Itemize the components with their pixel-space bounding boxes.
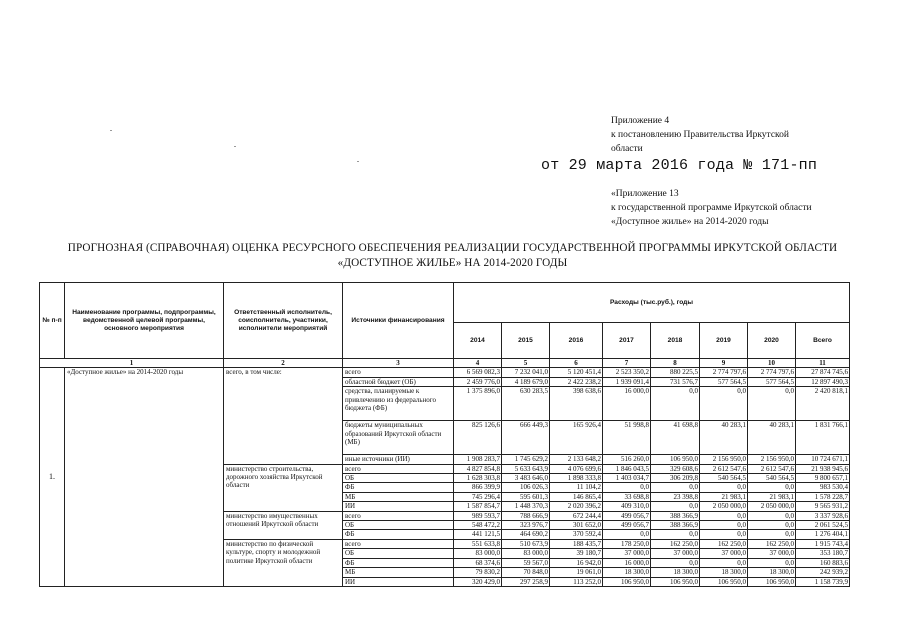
decree-stamp: от 29 марта 2016 года № 171-пп — [541, 157, 818, 174]
amount-cell: 0,0 — [748, 558, 796, 567]
amount-cell: 1 158 739,9 — [796, 577, 850, 586]
amount-cell: 788 666,9 — [502, 511, 550, 520]
header-year: Всего — [796, 323, 850, 359]
funding-source: ФБ — [343, 558, 454, 567]
column-number: 4 — [454, 359, 502, 368]
funding-source: всего — [343, 539, 454, 548]
funding-source: МБ — [343, 492, 454, 501]
amount-cell: 825 126,6 — [454, 421, 502, 455]
amount-cell: 165 926,4 — [550, 421, 603, 455]
amount-cell: 16 942,0 — [550, 558, 603, 567]
executor: министерство по физической культуре, спорту и молодежной политике Иркутской области — [224, 539, 343, 586]
amount-cell: 1 908 283,7 — [454, 455, 502, 464]
amount-cell: 329 608,6 — [651, 464, 700, 473]
amount-cell: 2 459 776,0 — [454, 377, 502, 386]
amount-cell: 23 398,8 — [651, 492, 700, 501]
funding-source: ФБ — [343, 530, 454, 539]
amount-cell: 2 156 950,0 — [700, 455, 748, 464]
amount-cell: 2 050 000,0 — [748, 502, 796, 511]
amount-cell: 162 250,0 — [651, 539, 700, 548]
amount-cell: 21 983,1 — [748, 492, 796, 501]
amount-cell: 0,0 — [700, 558, 748, 567]
header-expenses: Расходы (тыс.руб.), годы — [454, 283, 850, 323]
funding-source: ФБ — [343, 483, 454, 492]
amount-cell: 540 564,5 — [748, 474, 796, 483]
amount-cell: 0,0 — [603, 530, 651, 539]
amount-cell: 2 020 396,2 — [550, 502, 603, 511]
amount-cell: 113 252,0 — [550, 577, 603, 586]
appendix-line: области — [611, 144, 643, 154]
amount-cell: 297 258,9 — [502, 577, 550, 586]
funding-source: областной бюджет (ОБ) — [343, 377, 454, 386]
amount-cell: 68 374,6 — [454, 558, 502, 567]
amount-cell: 409 310,0 — [603, 502, 651, 511]
amount-cell: 2 422 238,2 — [550, 377, 603, 386]
column-number: 3 — [343, 359, 454, 368]
amount-cell: 242 939,2 — [796, 568, 850, 577]
amount-cell: 11 104,2 — [550, 483, 603, 492]
amount-cell: 866 399,9 — [454, 483, 502, 492]
amount-cell: 1 448 370,3 — [502, 502, 550, 511]
column-number: 8 — [651, 359, 700, 368]
funding-source: бюджеты муниципальных образований Иркутской области (МБ) — [343, 421, 454, 455]
amount-cell: 2 523 350,2 — [603, 368, 651, 377]
scan-speck — [357, 161, 359, 162]
amount-cell: 2 061 524,5 — [796, 521, 850, 530]
amount-cell: 0,0 — [651, 558, 700, 567]
amount-cell: 1 375 896,0 — [454, 387, 502, 421]
amount-cell: 106 026,3 — [502, 483, 550, 492]
amount-cell: 1 403 034,7 — [603, 474, 651, 483]
amount-cell: 301 652,0 — [550, 521, 603, 530]
amount-cell: 1 831 766,1 — [796, 421, 850, 455]
amount-cell: 5 120 451,4 — [550, 368, 603, 377]
amount-cell: 516 260,0 — [603, 455, 651, 464]
funding-source: всего — [343, 511, 454, 520]
quote-header — [611, 188, 812, 229]
amount-cell: 0,0 — [651, 387, 700, 421]
document-title — [0, 241, 905, 271]
column-number: 6 — [550, 359, 603, 368]
funding-source: ОБ — [343, 549, 454, 558]
appendix-line: к постановлению Правительства Иркутской — [611, 130, 790, 140]
amount-cell: 551 633,8 — [454, 539, 502, 548]
column-number: 10 — [748, 359, 796, 368]
row-number: 1. — [40, 368, 65, 587]
amount-cell: 1 276 404,1 — [796, 530, 850, 539]
appendix-line: Приложение 4 — [611, 116, 670, 126]
amount-cell: 106 950,0 — [748, 577, 796, 586]
amount-cell: 510 673,9 — [502, 539, 550, 548]
amount-cell: 464 690,2 — [502, 530, 550, 539]
amount-cell: 106 950,0 — [700, 577, 748, 586]
column-number: 2 — [224, 359, 343, 368]
amount-cell: 6 569 082,3 — [454, 368, 502, 377]
quote-line: к государственной программе Иркутской области — [611, 203, 812, 213]
amount-cell: 548 472,2 — [454, 521, 502, 530]
amount-cell: 106 950,0 — [603, 577, 651, 586]
amount-cell: 731 576,7 — [651, 377, 700, 386]
amount-cell: 40 283,1 — [748, 421, 796, 455]
amount-cell: 577 564,5 — [700, 377, 748, 386]
amount-cell: 2 774 797,6 — [700, 368, 748, 377]
funding-source: ОБ — [343, 521, 454, 530]
amount-cell: 21 983,1 — [700, 492, 748, 501]
amount-cell: 12 897 490,3 — [796, 377, 850, 386]
amount-cell: 2 612 547,6 — [700, 464, 748, 473]
funding-source: средства, планируемые к привлечению из федерального бюджета (ФБ) — [343, 387, 454, 421]
amount-cell: 106 950,0 — [651, 455, 700, 464]
title-line-1: ПРОГНОЗНАЯ (СПРАВОЧНАЯ) ОЦЕНКА РЕСУРСНОГО ОБЕСПЕЧЕНИЯ РЕАЛИЗАЦИИ ГОСУДАРСТВЕННОЙ ПРОГРАММЫ ИРКУТСКОЙ ОБЛАСТИ — [67, 242, 838, 254]
amount-cell: 2 774 797,6 — [748, 368, 796, 377]
column-number: 7 — [603, 359, 651, 368]
amount-cell: 1 939 091,4 — [603, 377, 651, 386]
amount-cell: 160 883,6 — [796, 558, 850, 567]
amount-cell: 5 633 643,9 — [502, 464, 550, 473]
amount-cell: 19 061,0 — [550, 568, 603, 577]
amount-cell: 499 056,7 — [603, 511, 651, 520]
resource-table — [39, 282, 850, 587]
amount-cell: 2 156 950,0 — [748, 455, 796, 464]
amount-cell: 162 250,0 — [700, 539, 748, 548]
header-program-name: Наименование программы, подпрограммы, ведомственной целевой программы, основного мероприятия — [65, 283, 224, 359]
header-year: 2019 — [700, 323, 748, 359]
scan-speck — [234, 146, 236, 147]
amount-cell: 21 938 945,6 — [796, 464, 850, 473]
amount-cell: 0,0 — [700, 511, 748, 520]
amount-cell: 989 593,7 — [454, 511, 502, 520]
amount-cell: 79 830,2 — [454, 568, 502, 577]
amount-cell: 0,0 — [651, 502, 700, 511]
amount-cell: 1 578 228,7 — [796, 492, 850, 501]
amount-cell: 70 848,0 — [502, 568, 550, 577]
amount-cell: 16 000,0 — [603, 387, 651, 421]
amount-cell: 595 601,3 — [502, 492, 550, 501]
amount-cell: 0,0 — [700, 387, 748, 421]
funding-source: всего — [343, 368, 454, 377]
amount-cell: 1 628 303,8 — [454, 474, 502, 483]
header-executor: Ответственный исполнитель, соисполнитель, участники, исполнители мероприятий — [224, 283, 343, 359]
amount-cell: 398 638,6 — [550, 387, 603, 421]
executor: всего, в том числе: — [224, 368, 343, 464]
amount-cell: 0,0 — [748, 511, 796, 520]
amount-cell: 2 050 000,0 — [700, 502, 748, 511]
funding-source: иные источники (ИИ) — [343, 455, 454, 464]
amount-cell: 106 950,0 — [651, 577, 700, 586]
amount-cell: 188 435,7 — [550, 539, 603, 548]
header-year: 2017 — [603, 323, 651, 359]
amount-cell: 388 366,9 — [651, 511, 700, 520]
funding-source: ОБ — [343, 474, 454, 483]
amount-cell: 4 189 679,0 — [502, 377, 550, 386]
funding-source: ИИ — [343, 577, 454, 586]
amount-cell: 353 180,7 — [796, 549, 850, 558]
amount-cell: 3 483 646,0 — [502, 474, 550, 483]
header-source: Источники финансирования — [343, 283, 454, 359]
scan-speck — [110, 130, 112, 131]
amount-cell: 1 587 854,7 — [454, 502, 502, 511]
header-year: 2014 — [454, 323, 502, 359]
amount-cell: 1 915 743,4 — [796, 539, 850, 548]
executor: министерство строительства, дорожного хозяйства Иркутской области — [224, 464, 343, 511]
funding-source: всего — [343, 464, 454, 473]
amount-cell: 83 000,0 — [454, 549, 502, 558]
amount-cell: 18 300,0 — [700, 568, 748, 577]
amount-cell: 1 898 333,8 — [550, 474, 603, 483]
amount-cell: 51 998,8 — [603, 421, 651, 455]
header-year: 2015 — [502, 323, 550, 359]
amount-cell: 2 612 547,6 — [748, 464, 796, 473]
amount-cell: 9 800 657,1 — [796, 474, 850, 483]
appendix-header — [611, 115, 789, 156]
amount-cell: 7 232 041,0 — [502, 368, 550, 377]
amount-cell: 577 564,5 — [748, 377, 796, 386]
amount-cell: 1 745 629,2 — [502, 455, 550, 464]
amount-cell: 745 296,4 — [454, 492, 502, 501]
quote-line: «Доступное жилье» на 2014-2020 годы — [611, 217, 769, 227]
amount-cell: 178 250,0 — [603, 539, 651, 548]
amount-cell: 880 225,5 — [651, 368, 700, 377]
executor: министерство имущественных отношений Иркутской области — [224, 511, 343, 539]
amount-cell: 630 283,5 — [502, 387, 550, 421]
funding-source: ИИ — [343, 502, 454, 511]
amount-cell: 3 337 928,6 — [796, 511, 850, 520]
amount-cell: 0,0 — [700, 521, 748, 530]
header-num: № п-п — [40, 283, 65, 359]
amount-cell: 59 567,0 — [502, 558, 550, 567]
amount-cell: 162 250,0 — [748, 539, 796, 548]
amount-cell: 0,0 — [700, 483, 748, 492]
amount-cell: 441 121,5 — [454, 530, 502, 539]
amount-cell: 9 565 931,2 — [796, 502, 850, 511]
header-year: 2018 — [651, 323, 700, 359]
table-row — [40, 368, 850, 377]
amount-cell: 18 300,0 — [748, 568, 796, 577]
amount-cell: 33 698,8 — [603, 492, 651, 501]
amount-cell: 672 244,4 — [550, 511, 603, 520]
amount-cell: 2 133 648,2 — [550, 455, 603, 464]
amount-cell: 388 366,9 — [651, 521, 700, 530]
amount-cell: 37 000,0 — [700, 549, 748, 558]
header-year: 2020 — [748, 323, 796, 359]
title-line-2: «ДОСТУПНОЕ ЖИЛЬЕ» НА 2014-2020 ГОДЫ — [337, 257, 568, 269]
amount-cell: 0,0 — [651, 530, 700, 539]
program-name: «Доступное жилье» на 2014-2020 годы — [65, 368, 224, 587]
amount-cell: 306 209,8 — [651, 474, 700, 483]
quote-line: «Приложение 13 — [611, 189, 679, 199]
amount-cell: 37 000,0 — [651, 549, 700, 558]
amount-cell: 37 000,0 — [603, 549, 651, 558]
amount-cell: 983 530,4 — [796, 483, 850, 492]
amount-cell: 320 429,0 — [454, 577, 502, 586]
amount-cell: 0,0 — [651, 483, 700, 492]
amount-cell: 83 000,0 — [502, 549, 550, 558]
amount-cell: 40 283,1 — [700, 421, 748, 455]
amount-cell: 16 000,0 — [603, 558, 651, 567]
amount-cell: 4 827 854,8 — [454, 464, 502, 473]
amount-cell: 37 000,0 — [748, 549, 796, 558]
amount-cell: 540 564,5 — [700, 474, 748, 483]
amount-cell: 41 698,8 — [651, 421, 700, 455]
amount-cell: 0,0 — [748, 521, 796, 530]
amount-cell: 0,0 — [748, 387, 796, 421]
amount-cell: 1 846 043,5 — [603, 464, 651, 473]
amount-cell: 499 056,7 — [603, 521, 651, 530]
amount-cell: 2 420 818,1 — [796, 387, 850, 421]
amount-cell: 10 724 671,1 — [796, 455, 850, 464]
header-year: 2016 — [550, 323, 603, 359]
amount-cell: 370 592,4 — [550, 530, 603, 539]
amount-cell: 39 180,7 — [550, 549, 603, 558]
amount-cell: 323 976,7 — [502, 521, 550, 530]
amount-cell: 4 076 699,6 — [550, 464, 603, 473]
amount-cell: 0,0 — [603, 483, 651, 492]
amount-cell: 666 449,3 — [502, 421, 550, 455]
column-number: 9 — [700, 359, 748, 368]
amount-cell: 0,0 — [748, 530, 796, 539]
amount-cell: 146 865,4 — [550, 492, 603, 501]
column-number: 11 — [796, 359, 850, 368]
funding-source: МБ — [343, 568, 454, 577]
amount-cell: 0,0 — [748, 483, 796, 492]
column-number: 1 — [40, 359, 224, 368]
column-number: 5 — [502, 359, 550, 368]
amount-cell: 18 300,0 — [603, 568, 651, 577]
amount-cell: 27 874 745,6 — [796, 368, 850, 377]
amount-cell: 18 300,0 — [651, 568, 700, 577]
amount-cell: 0,0 — [700, 530, 748, 539]
